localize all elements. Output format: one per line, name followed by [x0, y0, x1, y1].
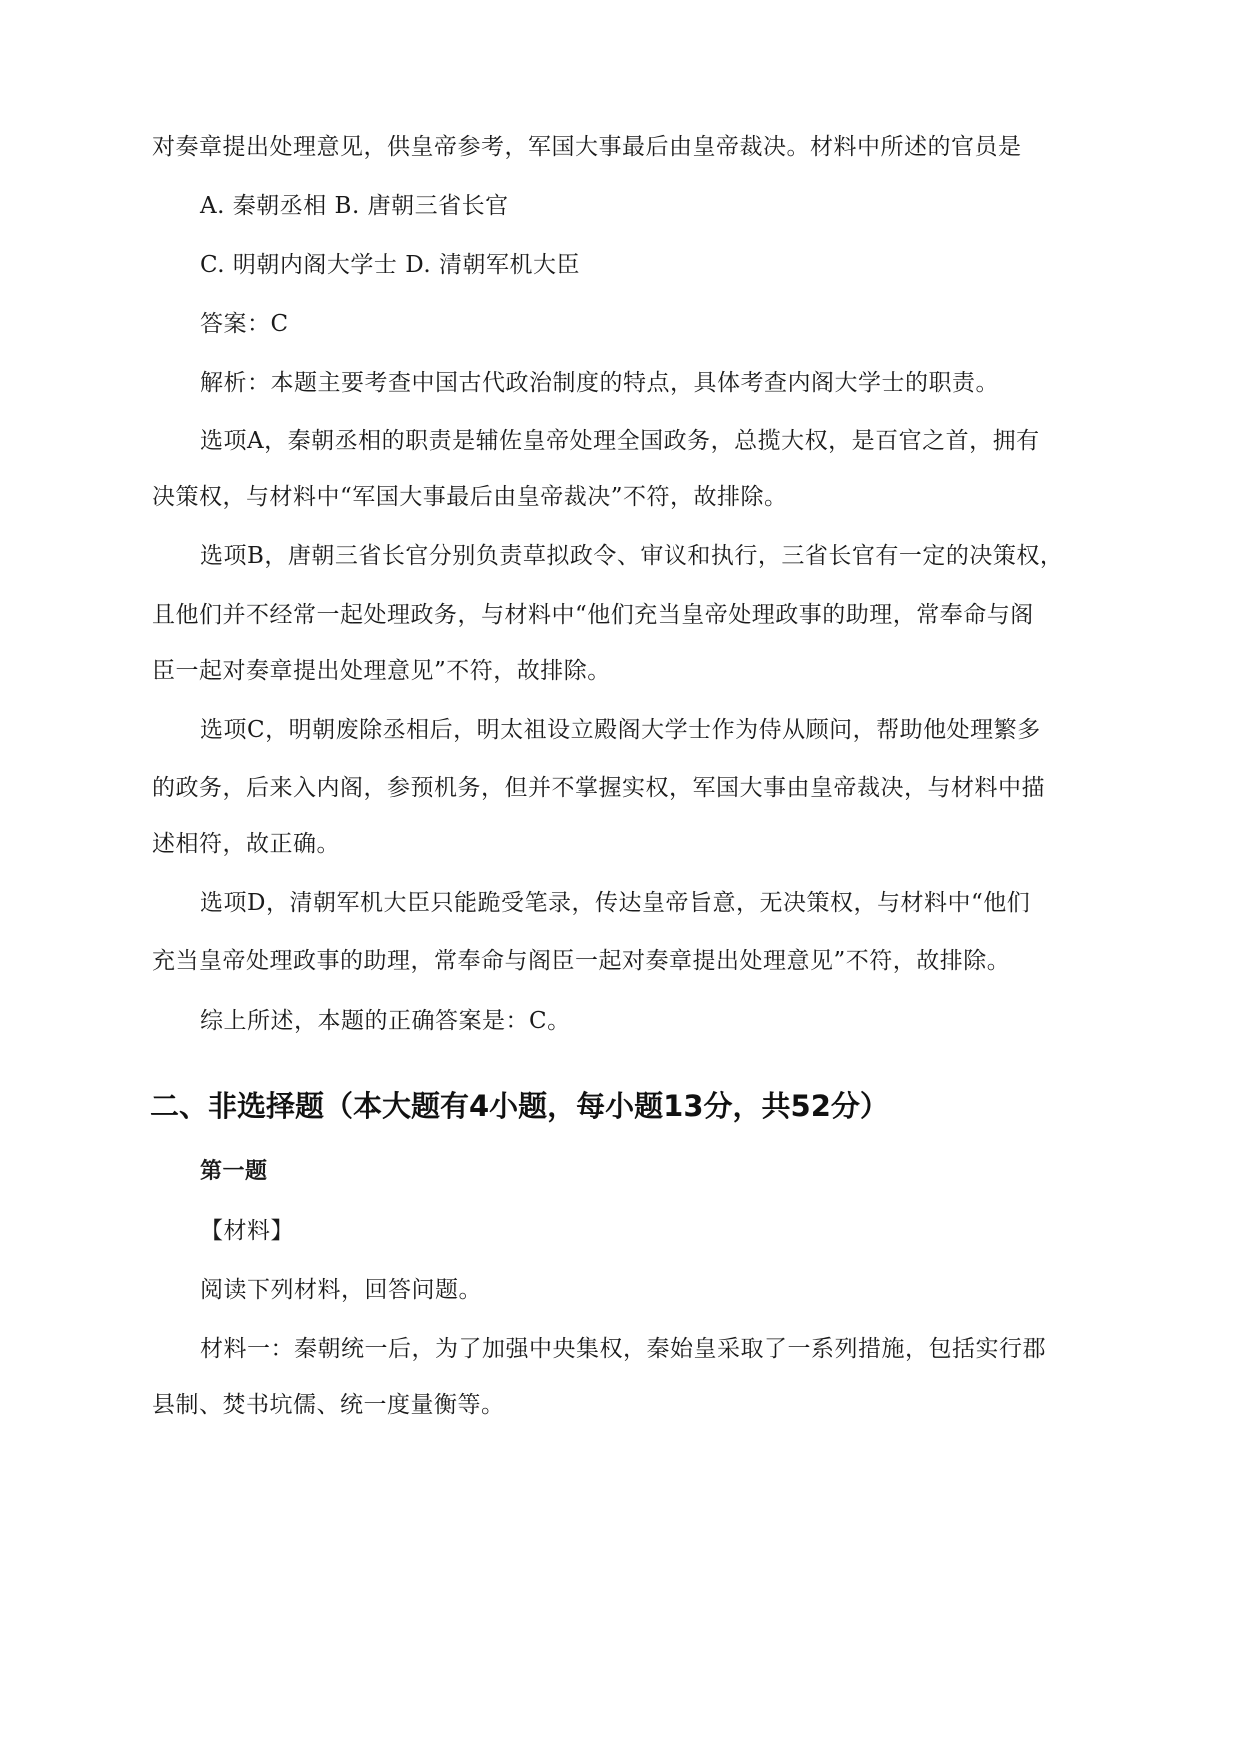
analysis-option-b-line-3: 臣一起对奏章提出处理意见”不符，故排除。 [152, 658, 611, 684]
material-label: 【材料】 [200, 1218, 294, 1244]
material-one-line-2: 县制、焚书坑儒、统一度量衡等。 [152, 1392, 505, 1418]
analysis-option-a-line-2: 决策权，与材料中“军国大事最后由皇帝裁决”不符，故排除。 [152, 484, 788, 510]
material-one-line-1: 材料一：秦朝统一后，为了加强中央集权，秦始皇采取了一系列措施，包括实行郡 [200, 1336, 1046, 1362]
analysis-option-c-line-1: 选项C，明朝废除丞相后，明太祖设立殿阁大学士作为侍从顾问，帮助他处理繁多 [200, 717, 1041, 743]
analysis-option-c-line-2: 的政务，后来入内阁，参预机务，但并不掌握实权，军国大事由皇帝裁决，与材料中描 [152, 775, 1045, 801]
analysis-option-b-line-2: 且他们并不经常一起处理政务，与材料中“他们充当皇帝处理政事的助理，常奉命与阁 [152, 602, 1034, 628]
instruction-line: 阅读下列材料，回答问题。 [200, 1277, 482, 1303]
analysis-option-a-line-1: 选项A，秦朝丞相的职责是辅佐皇帝处理全国政务，总揽大权，是百官之首，拥有 [200, 428, 1040, 454]
analysis-intro: 解析：本题主要考查中国古代政治制度的特点，具体考查内阁大学士的职责。 [200, 370, 999, 396]
question-title: 第一题 [200, 1159, 268, 1184]
question-stem-continuation: 对奏章提出处理意见，供皇帝参考，军国大事最后由皇帝裁决。材料中所述的官员是 [152, 134, 1022, 160]
section-heading: 二、非选择题（本大题有4小题，每小题13分，共52分） [150, 1089, 889, 1123]
answer-line: 答案：C [200, 311, 289, 337]
options-c-d: C. 明朝内阁大学士 D. 清朝军机大臣 [200, 252, 580, 278]
analysis-option-d-line-2: 充当皇帝处理政事的助理，常奉命与阁臣一起对奏章提出处理意见”不符，故排除。 [152, 948, 1011, 974]
analysis-conclusion: 综上所述，本题的正确答案是：C。 [200, 1008, 571, 1034]
analysis-option-c-line-3: 述相符，故正确。 [152, 831, 340, 857]
analysis-option-d-line-1: 选项D，清朝军机大臣只能跪受笔录，传达皇帝旨意，无决策权，与材料中“他们 [200, 890, 1031, 916]
analysis-option-b-line-1: 选项B，唐朝三省长官分别负责草拟政令、审议和执行，三省长官有一定的决策权， [200, 543, 1064, 569]
options-a-b: A. 秦朝丞相 B. 唐朝三省长官 [200, 193, 509, 219]
